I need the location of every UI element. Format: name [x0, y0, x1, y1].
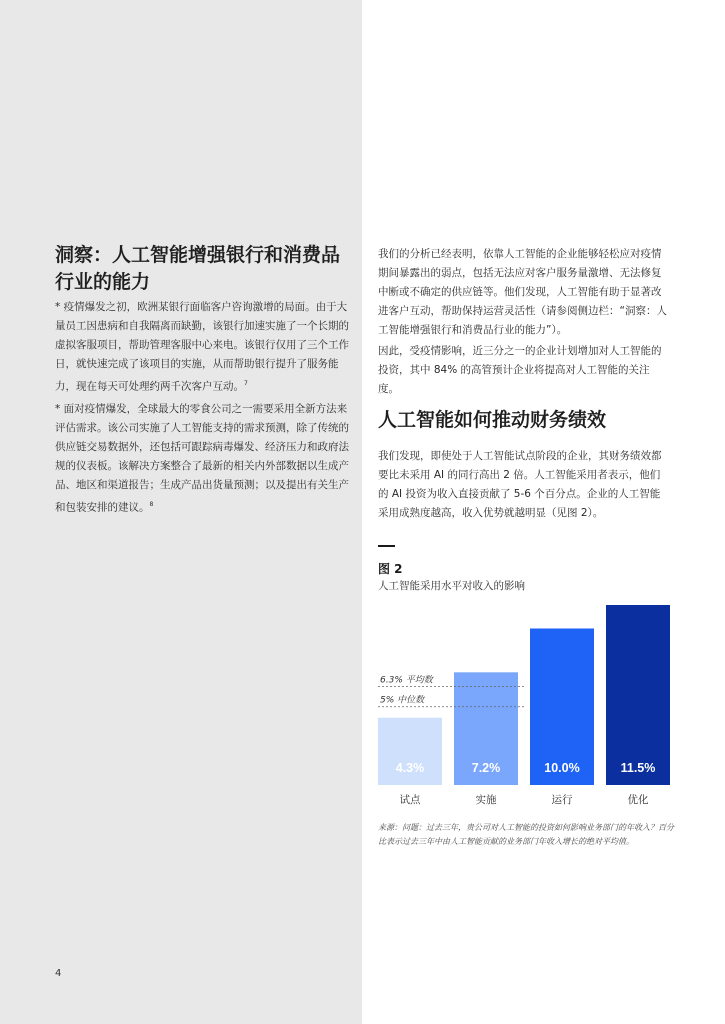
footnote-ref-7[interactable]: 7	[244, 380, 248, 387]
bar-chart	[370, 595, 680, 817]
chart-category-label-1: 试点	[399, 794, 421, 806]
chart-value-label-2: 7.2%	[471, 761, 501, 775]
figure-divider	[378, 545, 395, 547]
chart-value-label-3: 10.0%	[544, 761, 580, 775]
chart-category-label-3: 运行	[551, 794, 573, 806]
sidebar-heading: 洞察：人工智能增强银行和消费品行业的能力	[55, 244, 341, 293]
figure-number: 图 2	[378, 562, 403, 576]
sidebar-paragraph-snack	[55, 400, 351, 518]
section-heading: 人工智能如何推动财务绩效	[378, 409, 607, 431]
figure-source: 来源：问题：过去三年，贵公司对人工智能的投资如何影响业务部门的年收入？百分比表示过去三年中由人工智能贡献的业务部门年收入增长的绝对平均值。	[378, 823, 674, 846]
chart-value-label-4: 11.5%	[620, 761, 656, 775]
chart-bar-4	[606, 605, 670, 785]
chart-category-label-4: 优化	[627, 794, 649, 806]
sidebar-paragraph-bank	[55, 298, 351, 397]
footnote-ref-8[interactable]: 8	[149, 501, 154, 508]
chart-category-label-2: 实施	[475, 794, 497, 806]
body-paragraph-performance: 我们发现，即使处于人工智能试点阶段的企业，其财务绩效都要比未采用 AI 的同行高出 2 倍。人工智能采用者表示，他们的 AI 投资为收入直接贡献了 5-6 个百分点。企业的人工智能采用成熟度越高，收入优势就越明显（见图 2）。	[378, 450, 662, 519]
chart-value-label-1: 4.3%	[395, 761, 425, 775]
body-paragraph-investment: 因此，受疫情影响，近三分之一的企业计划增加对人工智能的投资，其中 84% 的高管预计企业将提高对人工智能的关注度。	[378, 345, 662, 395]
sidebar-panel	[0, 0, 362, 1024]
body-paragraph-analysis: 我们的分析已经表明，依靠人工智能的企业能够轻松应对疫情期间暴露出的弱点，包括无法应对客户服务量激增、无法修复中断或不确定的供应链等。他们发现，人工智能有助于显著改进客户互动，帮助保持运营灵活性（请参阅侧边栏：“洞察：人工智能增强银行和消费品行业的能力”）。	[378, 248, 667, 336]
page-number: 4	[55, 968, 62, 979]
sidebar-paragraph-bank-text: * 疫情爆发之初，欧洲某银行面临客户咨询激增的局面。由于大量员工因患病和自我隔离而缺勤，该银行加速实施了一个长期的虚拟客服项目，帮助管理客服中心来电。该银行仅用了三个工作日，就快速完成了该项目的实施，从而帮助银行提升了服务能力，现在每天可处理约两千次客户互动。	[55, 301, 349, 393]
chart-reference-label-1: 6.3% 平均数	[380, 675, 433, 686]
chart-reference-label-2: 5% 中位数	[380, 695, 425, 706]
sidebar-paragraph-snack-text: * 面对疫情爆发，全球最大的零食公司之一需要采用全新方法来评估需求。该公司实施了人工智能支持的需求预测，除了传统的供应链交易数据外，还包括可跟踪病毒爆发、经济压力和政府法规的仪表板。该解决方案整合了最新的相关内外部数据以生成产品、地区和渠道报告；生成产品出货量预测；以及提出有关生产和包装安排的建议。	[55, 403, 349, 514]
figure-title: 人工智能采用水平对收入的影响	[378, 580, 525, 592]
